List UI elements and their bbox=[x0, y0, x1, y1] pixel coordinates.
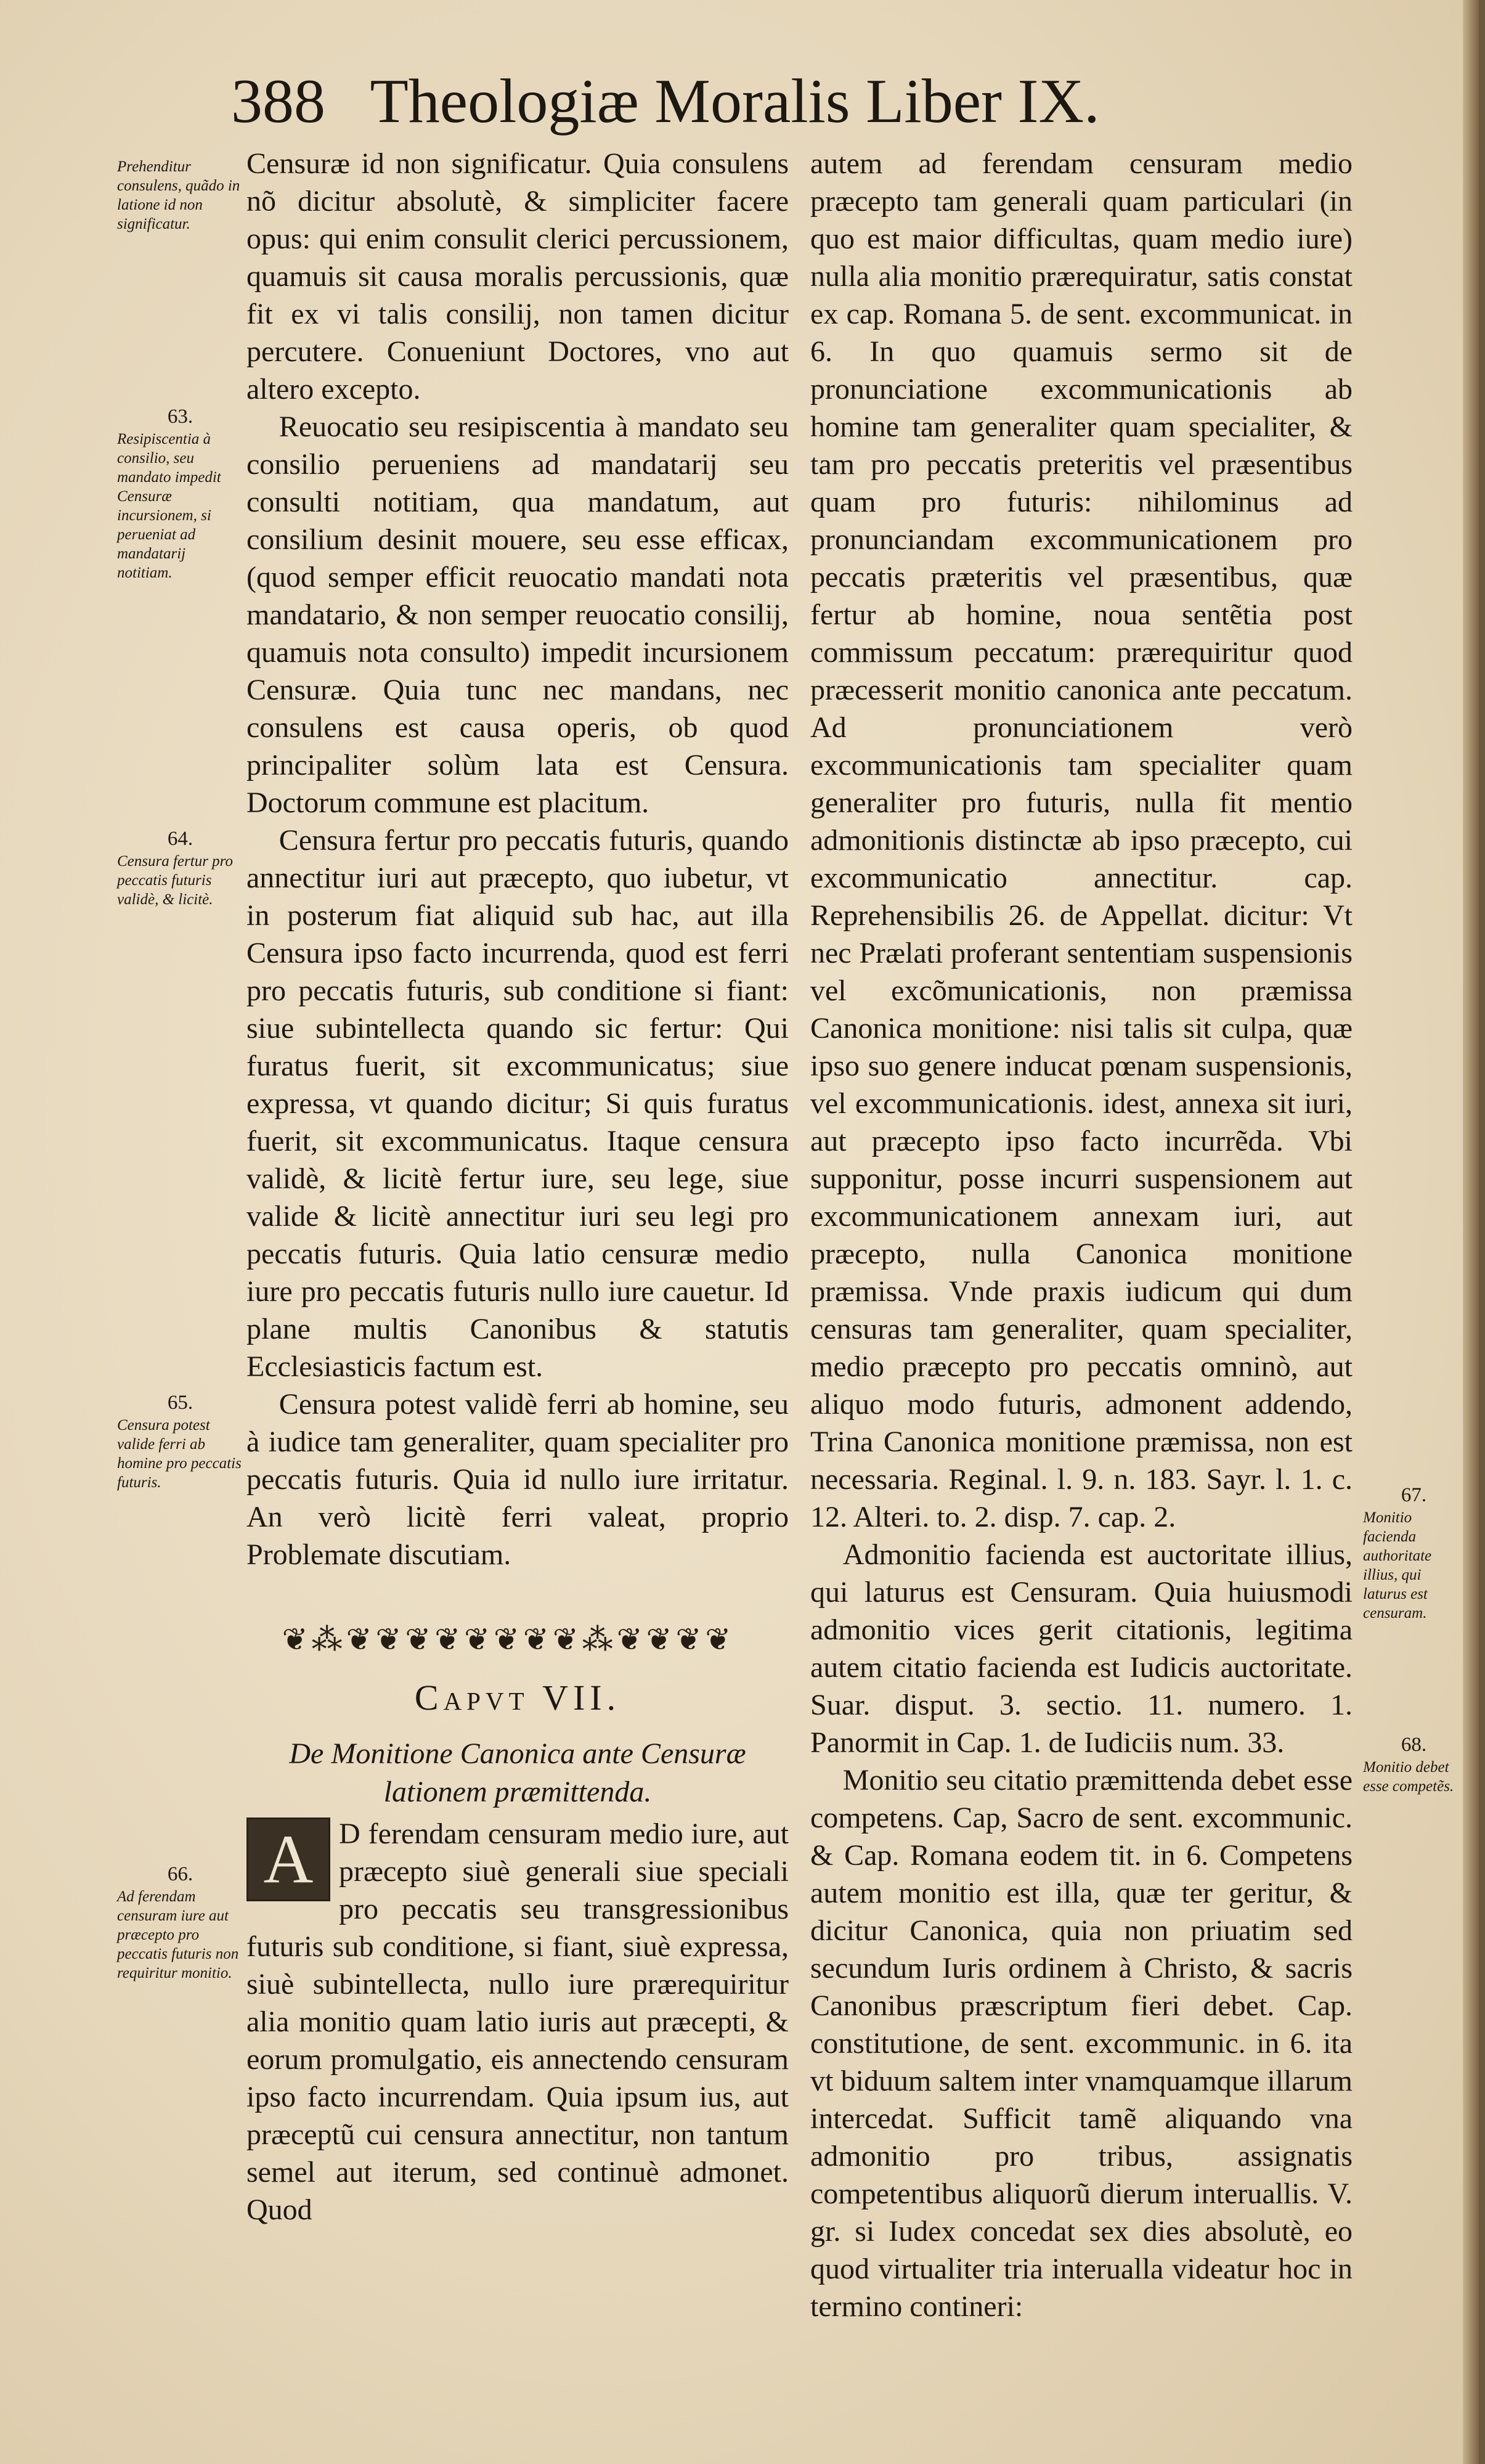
paragraph-68: Monitio seu citatio præmittenda debet esse competens. Cap, Sacro de sent. excommunic. & Cap. Romana eodem tit. in 6. Competens autem monitio est illa, quæ ter geritur, & dicitur Canonica, quia non priuatim sed secundum Iuris ordinem à Christo, & sacris Canonibus præscriptum fieri debet. Cap. constitutione, de sent. excommunic. in 6. ita vt biduum saltem inter vnamquamque illarum intercedat. Sufficit tamẽ aliquando vna admonitio pro tribus, assignatis competentibus aliquorũ dierum interuallis. V. gr. si Iudex concedat sex dies absolutè, eo quod virtualiter tria interualla videatur hoc in termino contineri: bbox=[810, 1764, 1353, 2323]
margin-note-number: 64. bbox=[167, 828, 193, 850]
left-column-chapter-text bbox=[246, 1815, 789, 2229]
left-column bbox=[246, 145, 789, 1573]
ornament-rule: ❦⁂❦❦❦❦❦❦❦❦⁂❦❦❦❦ bbox=[282, 1622, 735, 1657]
margin-note-number: 65. bbox=[167, 1392, 193, 1414]
paragraph-66-continued: autem ad ferendam censuram medio præcepto tam generali quam particulari (in quo est maior difficultas, quam medio iure) nulla alia monitio prærequiratur, satis constat ex cap. Romana 5. de sent. excommunicat. in 6. In quo quamuis sermo sit de pronunciatione excommunicationis ab homine tam generaliter quam specialiter, & tam pro peccatis preteritis vel præsentibus quam pro futuris: nihilominus ad pronunciandam excommunicationem pro peccatis præteritis vel præsentibus, quæ fertur ab homine, noua sentẽtia post commissum peccatum: prærequiritur quod præcesserit monitio canonica ante peccatum. Ad pronunciationem verò excommunicationis tam specialiter quam generaliter pro futuris, nulla fit mentio admonitionis distinctæ ab ipso præcepto, cui excommunicatio annectitur. cap. Reprehensibilis 26. de Appellat. dicitur: Vt nec Prælati proferant sententiam suspensionis vel excõmunicationis, non præmissa Canonica monitione: nisi talis sit culpa, quæ ipso suo genere inducat pœnam suspensionis, vel excommunicationis. idest, annexa sit iuri, aut præcepto ipso facto incurrẽda. Vbi supponitur, posse incurri suspensionem aut excommunicationem annexam iuri, aut præcepto, nulla Canonica monitione præmissa. Vnde praxis iudicum qui dum censuras tam generaliter, quam specialiter, medio præcepto pro peccatis omninò, aut aliquo modo futuris, admonent addendo, Trina Canonica monitione præmissa, non est necessaria. Reginal. l. 9. n. 183. Sayr. l. 1. c. 12. Alteri. to. 2. disp. 7. cap. 2. bbox=[810, 147, 1353, 1533]
margin-note-number: 66. bbox=[167, 1863, 193, 1885]
right-column bbox=[810, 145, 1353, 2325]
page-edge bbox=[1463, 0, 1479, 2464]
margin-note-65 bbox=[117, 1390, 243, 1492]
margin-note-number: 63. bbox=[167, 406, 193, 428]
paragraph-62-continued: Censuræ id non significatur. Quia consulens nõ dicitur absolutè, & simpliciter facere opus: qui enim consulit clerici percussionem, quamuis sit causa moralis percussionis, quæ fit ex vi talis consilij, non tamen dicitur percutere. Conueniunt Doctores, vno aut altero excepto. bbox=[246, 147, 789, 406]
margin-note-text: Monitio debet esse competẽs. bbox=[1363, 1759, 1454, 1795]
margin-note-text: Monitio facienda authoritate illius, qui laturus est censuram. bbox=[1363, 1509, 1432, 1622]
margin-note-63 bbox=[117, 404, 243, 582]
margin-note-text: Prehenditur consulens, quãdo in latione id non significatur. bbox=[117, 158, 240, 232]
margin-note-68 bbox=[1363, 1732, 1465, 1796]
running-title: Theologiæ Moralis Liber IX. bbox=[370, 67, 1100, 136]
paragraph-65: Censura potest validè ferri ab homine, seu à iudice tam generaliter, quam specialiter pro peccatis futuris. Quia id nullo iure irritatur. An verò licitè ferri valeat, proprio Problemate discutiam. bbox=[246, 1388, 789, 1571]
drop-cap: A bbox=[246, 1817, 330, 1901]
chapter-title: Capvt VII. bbox=[414, 1678, 621, 1718]
margin-note-number: 67. bbox=[1401, 1484, 1427, 1506]
paragraph-66-text: D ferendam censuram medio iure, aut præcepto siuè generali siue speciali pro peccatis seu transgressionibus futuris sub conditione, si fiant, siuè expressa, siuè subintellecta, nullo iure prærequiritur alia monitio quam latio iuris aut præcepti, & eorum promulgatio, eis annectendo censuram ipso facto incurrendam. Quia ipsum ius, aut præceptũ cui censura annectitur, non tantum semel aut iterum, sed continuè admonet. Quod bbox=[246, 1817, 789, 2226]
margin-note-text: Ad ferendam censuram iure aut præcepto pro peccatis futuris non requiritur monitio. bbox=[117, 1888, 239, 1981]
margin-note-66 bbox=[117, 1861, 243, 1983]
margin-note-text: Resipiscentia à consilio, seu mandato impedit Censuræ incursionem, si perueniat ad mandatarij notitiam. bbox=[117, 431, 221, 581]
margin-note-text: Censura fertur pro peccatis futuris validè, & licitè. bbox=[117, 853, 233, 908]
chapter-subtitle: De Monitione Canonica ante Censuræ lationem præmittenda. bbox=[289, 1737, 746, 1808]
margin-note-67 bbox=[1363, 1482, 1465, 1623]
paragraph-66 bbox=[246, 1815, 789, 2229]
margin-note-number: 68. bbox=[1401, 1734, 1427, 1756]
paragraph-64: Censura fertur pro peccatis futuris, quando annectitur iuri aut præcepto, quo iubetur, vt in posterum fiat aliquid sub hac, aut illa Censura ipso facto incurrenda, quod est ferri pro peccatis futuris, sub conditione si fiant: siue subintellecta quando sic fertur: Qui furatus fuerit, sit excommunicatus; siue expressa, vt quando dicitur; Si quis furatus fuerit, sit excommunicatus. Itaque censura validè, & licitè fertur iure, seu lege, siue valide & licitè annectitur iuri seu legi pro peccatis futuris. Quia latio censuræ medio iure pro peccatis futuris nullo iure cauetur. Id plane multis Canonibus & statutis Ecclesiasticis factum est. bbox=[246, 824, 789, 1383]
margin-note-text: Censura potest valide ferri ab homine pro peccatis futuris. bbox=[117, 1417, 242, 1491]
page-number: 388 bbox=[231, 67, 325, 136]
paragraph-63: Reuocatio seu resipiscentia à mandato seu consilio perueniens ad mandatarij seu consulti notitiam, qua mandatum, aut consilium desinit mouere, seu esse efficax, (quod semper efficit reuocatio mandati nota mandatario, & non semper reuocatio consilij, quamuis nota consulto) impedit incursionem Censuræ. Quia tunc nec mandans, nec consulens est causa operis, ob quod principaliter solùm lata est Censura. Doctorum commune est placitum. bbox=[246, 410, 789, 819]
margin-note-64 bbox=[117, 826, 243, 909]
margin-note-0 bbox=[117, 157, 243, 234]
paragraph-67: Admonitio facienda est auctoritate illius, qui laturus est Censuram. Quia huiusmodi admonitio vices gerit citationis, legitima autem citatio facienda est Iudicis auctoritate. Suar. disput. 3. sectio. 11. numero. 1. Panormit in Cap. 1. de Iudiciis num. 33. bbox=[810, 1538, 1353, 1759]
running-head bbox=[231, 65, 1279, 139]
